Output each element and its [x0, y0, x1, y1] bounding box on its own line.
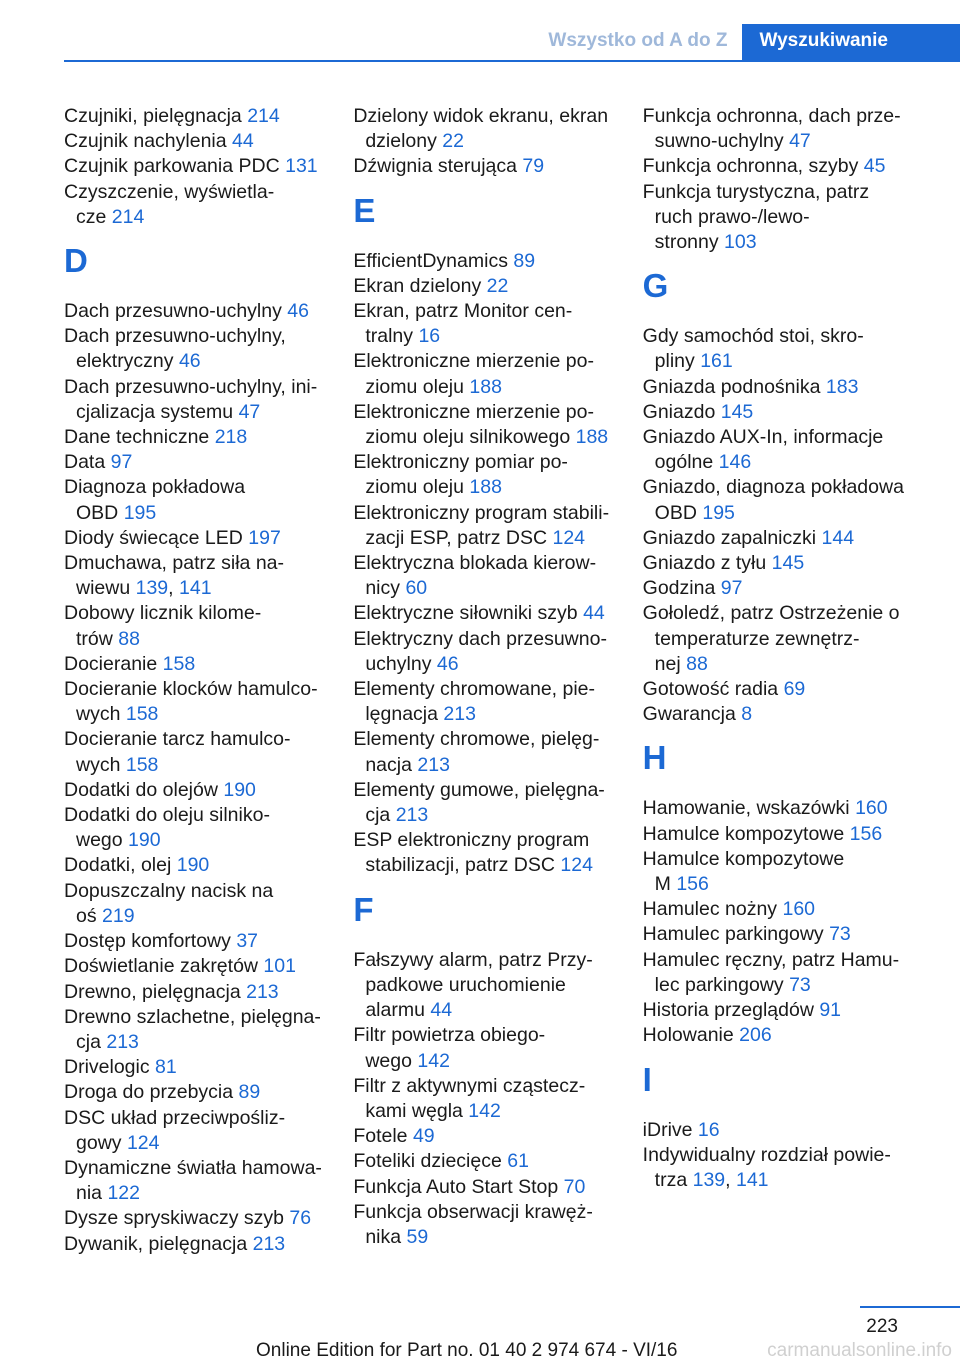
page-reference-link[interactable]: 60: [405, 577, 428, 600]
index-entry: [64, 1156, 353, 1206]
index-term: Funkcja Auto Start Stop: [353, 1175, 564, 1198]
page-separator: ,: [168, 577, 179, 600]
index-entry: [64, 324, 353, 374]
index-term: Czujnik nachylenia: [64, 130, 233, 153]
index-term: Fotele: [353, 1125, 413, 1148]
page-reference-link[interactable]: 197: [248, 526, 281, 549]
index-term: Elektroniczny program stabili‐ zacji ESP, patrz DSC: [353, 501, 610, 549]
index-term: EfficientDynamics: [353, 249, 514, 272]
index-entry: [64, 450, 353, 475]
page-reference-link[interactable]: 103: [724, 231, 757, 254]
page-reference-link[interactable]: 79: [522, 155, 545, 178]
index-entry: [643, 180, 932, 256]
page-reference-link[interactable]: 158: [125, 703, 159, 726]
edition-note: Online Edition for Part no. 01 40 2 974 674 - VI/16: [256, 1340, 678, 1361]
section-letter: D: [64, 242, 88, 280]
index-columns: [64, 104, 932, 1257]
index-term: Filtr powietrza obiego‐ wego: [353, 1024, 546, 1072]
section-letter: F: [353, 890, 374, 928]
page-reference-link[interactable]: 190: [128, 829, 161, 852]
index-entry: [64, 180, 353, 230]
index-term: Hamulec ręczny, patrz Hamu‐ lec parkingowy: [642, 948, 900, 996]
index-entry: [643, 922, 932, 947]
page-reference-link[interactable]: 88: [118, 627, 140, 650]
page-separator: ,: [725, 1168, 736, 1191]
index-entry: [643, 400, 932, 425]
index-column-2: [353, 104, 642, 1257]
index-entry: [64, 1005, 353, 1055]
index-entry: [353, 1124, 642, 1149]
index-entry: [643, 576, 932, 601]
index-entry: [643, 796, 932, 821]
page-reference-link[interactable]: 59: [406, 1225, 429, 1248]
index-term: Drewno, pielęgnacja: [64, 980, 247, 1003]
index-term: Dmuchawa, patrz siła na‐ wiewu: [64, 552, 285, 600]
page-reference-link[interactable]: 16: [697, 1118, 720, 1141]
index-column-3: [643, 104, 932, 1257]
section-letter: H: [642, 739, 667, 777]
page-reference-link[interactable]: 213: [106, 1030, 139, 1053]
page-reference-link[interactable]: 160: [782, 898, 816, 921]
index-entry: [353, 1175, 642, 1200]
index-term: Gołoledź, patrz Ostrzeżenie o temperaturze zewnętrz‐ nej: [642, 602, 900, 675]
index-term: Gotowość radia: [642, 678, 784, 701]
index-entry: [64, 425, 353, 450]
page-reference-link[interactable]: 144: [821, 526, 855, 549]
index-term: Elementy chromowane, pie‐ lęgnacja: [353, 678, 596, 726]
tab-section-a-z[interactable]: Wszystko od A do Z: [548, 30, 728, 51]
index-term: Dostęp komfortowy: [64, 930, 237, 953]
index-term: Elektroniczny pomiar po‐ ziomu oleju: [353, 451, 568, 499]
page-reference-link[interactable]: 158: [162, 652, 196, 675]
page-header: [64, 24, 960, 62]
page-reference-link[interactable]: 8: [741, 703, 753, 726]
footer-rule: [860, 1306, 960, 1308]
index-entry: [643, 897, 932, 922]
index-term: Dane techniczne: [64, 426, 215, 449]
page-reference-link[interactable]: 141: [179, 577, 212, 600]
index-term: Gdy samochód stoi, skro‐ pliny: [642, 325, 864, 373]
page-reference-link[interactable]: 44: [232, 130, 254, 153]
index-term: Diody świecące LED: [64, 526, 249, 549]
index-term: Czujniki, pielęgnacja: [64, 105, 248, 127]
index-entry: [643, 551, 932, 576]
index-entry: [353, 828, 642, 878]
index-term: Gniazdo, diagnoza pokładowa OBD: [642, 476, 904, 524]
index-term: Gniazdo: [642, 400, 721, 423]
index-term: Dźwignia sterująca: [353, 155, 523, 178]
page-reference-link[interactable]: 190: [223, 778, 256, 801]
page-reference-link[interactable]: 141: [735, 1168, 769, 1191]
index-term: Elementy gumowe, pielęgna‐ cja: [353, 778, 605, 827]
index-term: Godzina: [642, 577, 721, 600]
index-entry: [64, 1080, 353, 1105]
section-letter: G: [642, 267, 669, 305]
index-term: Gwarancja: [642, 703, 742, 726]
index-entry: [64, 803, 353, 853]
page-reference-link[interactable]: 37: [236, 930, 259, 953]
index-entry: [353, 601, 642, 626]
index-entry: [643, 601, 932, 677]
index-term: Dynamiczne światła hamowa‐ nia: [64, 1156, 322, 1205]
page-reference-link[interactable]: 195: [123, 501, 157, 524]
page-reference-link[interactable]: 81: [155, 1056, 177, 1079]
index-term: Elementy chromowe, pielęg‐ nacja: [353, 728, 600, 776]
header-tabs: [534, 24, 960, 60]
index-term: DSC układ przeciwpośliz‐ gowy: [64, 1106, 286, 1154]
page-reference-link[interactable]: 124: [552, 526, 586, 549]
page-reference-link[interactable]: 142: [417, 1049, 450, 1072]
index-entry: [64, 853, 353, 878]
index-entry: [64, 954, 353, 979]
index-entry: [643, 677, 932, 702]
page-reference-link[interactable]: 213: [417, 753, 450, 776]
index-term: Gniazdo AUX-In, informacje ogólne: [642, 426, 884, 474]
page-reference-link[interactable]: 213: [395, 804, 429, 827]
page-reference-link[interactable]: 213: [252, 1232, 286, 1255]
index-term: Diagnoza pokładowa OBD: [64, 476, 246, 524]
page-reference-link[interactable]: 89: [513, 249, 536, 272]
page-reference-link[interactable]: 22: [486, 274, 509, 297]
index-entry: [643, 1118, 932, 1143]
index-term: Droga do przebycia: [64, 1081, 239, 1104]
index-term: Funkcja ochronna, dach prze‐ suwno-uchylny: [642, 105, 901, 153]
tab-search[interactable]: Wyszukiwanie: [742, 24, 960, 60]
index-term: Dodatki do oleju silniko‐ wego: [64, 804, 270, 852]
index-entry: [64, 879, 353, 929]
index-term: ESP elektroniczny program stabilizacji, patrz DSC: [353, 829, 590, 877]
page-reference-link[interactable]: 88: [686, 652, 708, 675]
page-reference-link[interactable]: 156: [676, 873, 709, 896]
page-reference-link[interactable]: 73: [789, 973, 811, 996]
index-term: Docieranie klocków hamulco‐ wych: [64, 678, 318, 726]
page-reference-link[interactable]: 213: [246, 980, 279, 1003]
index-entry: [353, 501, 642, 551]
index-entry: [353, 349, 642, 399]
index-term: Docieranie: [64, 652, 163, 675]
page-reference-link[interactable]: 16: [418, 325, 441, 348]
index-entry: [643, 998, 932, 1023]
index-term: Drivelogic: [64, 1056, 156, 1079]
index-term: Historia przeglądów: [642, 999, 820, 1022]
index-entry: [643, 948, 932, 998]
page-reference-link[interactable]: 161: [700, 350, 733, 373]
index-entry: [64, 677, 353, 727]
index-entry: [64, 929, 353, 954]
index-entry: [643, 154, 932, 179]
index-entry: [353, 627, 642, 677]
index-entry: [643, 822, 932, 847]
page-reference-link[interactable]: 188: [575, 426, 609, 449]
index-term: Gniazdo z tyłu: [642, 552, 772, 575]
index-entry: [643, 847, 932, 897]
index-entry: [353, 249, 642, 274]
index-entry: [64, 727, 353, 777]
watermark: carmanualsonline.info: [767, 1340, 952, 1361]
index-term: Drewno szlachetne, pielęgna‐ cja: [64, 1005, 321, 1053]
page-reference-link[interactable]: 46: [287, 300, 309, 323]
index-entry: [64, 652, 353, 677]
index-term: Dzielony widok ekranu, ekran dzielony: [353, 105, 609, 153]
index-entry: [643, 425, 932, 475]
index-term: iDrive: [642, 1118, 698, 1141]
index-entry: [64, 1055, 353, 1080]
page-reference-link[interactable]: 124: [560, 854, 593, 877]
index-term: Data: [64, 451, 111, 474]
section-letter: I: [642, 1060, 652, 1098]
index-entry: [64, 526, 353, 551]
index-term: Ekran dzielony: [353, 274, 487, 297]
index-term: Hamulec parkingowy: [642, 923, 830, 946]
page-reference-link[interactable]: 122: [107, 1182, 140, 1205]
index-term: Czyszczenie, wyświetla‐ cze: [64, 180, 275, 228]
page-reference-link[interactable]: 214: [111, 205, 145, 228]
index-term: Doświetlanie zakrętów: [64, 955, 264, 978]
page-reference-link[interactable]: 73: [829, 923, 851, 946]
page-reference-link[interactable]: 188: [469, 476, 502, 499]
page-reference-link[interactable]: 213: [443, 703, 476, 726]
index-term: Elektryczny dach przesuwno- uchylny: [353, 627, 607, 675]
index-term: Gniazdo zapalniczki: [642, 526, 822, 549]
index-term: Hamulec nożny: [642, 898, 783, 921]
index-entry: [353, 104, 642, 154]
index-entry: [353, 727, 642, 777]
page-reference-link[interactable]: 76: [289, 1207, 312, 1230]
index-entry: [64, 375, 353, 425]
index-entry: [353, 778, 642, 828]
page-reference-link[interactable]: 146: [718, 451, 752, 474]
index-entry: [353, 450, 642, 500]
index-entry: [643, 1023, 932, 1048]
index-term: Elektryczne siłowniki szyb: [353, 602, 584, 625]
page-reference-link[interactable]: 206: [739, 1024, 772, 1047]
index-term: Gniazda podnośnika: [642, 375, 826, 398]
index-entry: [64, 980, 353, 1005]
index-term: Dodatki, olej: [64, 854, 177, 877]
index-entry: [64, 1206, 353, 1231]
index-term: Funkcja obserwacji krawęż‐ nika: [353, 1200, 593, 1248]
page-reference-link[interactable]: 190: [176, 854, 210, 877]
index-entry: [353, 274, 642, 299]
index-entry: [353, 299, 642, 349]
index-term: Funkcja ochronna, szyby: [642, 155, 864, 178]
index-term: Dach przesuwno-uchylny: [64, 300, 288, 323]
index-entry: [353, 948, 642, 1024]
page-reference-link[interactable]: 47: [238, 400, 261, 423]
page-reference-link[interactable]: 47: [789, 130, 811, 153]
index-entry: [353, 677, 642, 727]
index-term: Funkcja turystyczna, patrz ruch prawo-/lewo‐ stronny: [642, 180, 870, 254]
index-term: Dach przesuwno-uchylny, ini‐ cjalizacja systemu: [64, 375, 318, 423]
page-reference-link[interactable]: 142: [468, 1099, 501, 1122]
index-entry: [353, 400, 642, 450]
header-rule: [64, 60, 960, 62]
page-reference-link[interactable]: 97: [720, 577, 743, 600]
index-entry: [64, 129, 353, 154]
index-term: Elektroniczne mierzenie po‐ ziomu oleju: [353, 350, 594, 398]
index-term: Foteliki dziecięce: [353, 1150, 508, 1173]
page-reference-link[interactable]: 44: [583, 602, 605, 625]
index-term: Hamulce kompozytowe: [642, 822, 850, 845]
index-term: Dysze spryskiwaczy szyb: [64, 1207, 290, 1230]
index-entry: [643, 702, 932, 727]
index-term: Ekran, patrz Monitor cen‐ tralny: [353, 300, 573, 348]
page-reference-link[interactable]: 46: [436, 652, 459, 675]
page-reference-link[interactable]: 124: [126, 1131, 160, 1154]
index-term: Czujnik parkowania PDC: [64, 155, 286, 178]
page-reference-link[interactable]: 69: [783, 678, 806, 701]
page-reference-link[interactable]: 44: [430, 999, 453, 1022]
page-reference-link[interactable]: 219: [102, 904, 135, 927]
index-entry: [64, 104, 353, 129]
page-reference-link[interactable]: 145: [720, 400, 754, 423]
index-term: Hamowanie, wskazówki: [642, 797, 856, 820]
page-reference-link[interactable]: 49: [412, 1125, 435, 1148]
index-entry: [64, 299, 353, 324]
page-reference-link[interactable]: 131: [285, 155, 318, 178]
index-entry: [643, 526, 932, 551]
index-entry: [353, 551, 642, 601]
page-reference-link[interactable]: 218: [214, 426, 248, 449]
index-entry: [643, 104, 932, 154]
page-reference-link[interactable]: 160: [855, 797, 888, 820]
index-term: Dodatki do olejów: [64, 778, 224, 801]
index-term: Docieranie tarcz hamulco‐ wych: [64, 728, 291, 776]
index-term: Dywanik, pielęgnacja: [64, 1232, 253, 1255]
index-entry: [64, 601, 353, 651]
page-reference-link[interactable]: 156: [849, 822, 883, 845]
page-reference-link[interactable]: 91: [819, 999, 842, 1022]
index-entry: [643, 1143, 932, 1193]
index-term: Filtr z aktywnymi cząstecz‐ kami węgla: [353, 1074, 586, 1122]
page-reference-link[interactable]: 195: [702, 501, 735, 524]
index-entry: [643, 475, 932, 525]
index-entry: [64, 1232, 353, 1257]
index-entry: [353, 1200, 642, 1250]
page-reference-link[interactable]: 89: [238, 1081, 261, 1104]
index-term: Dobowy licznik kilome‐ trów: [64, 602, 262, 650]
index-term: Elektroniczne mierzenie po‐ ziomu oleju silnikowego: [353, 400, 594, 449]
page-reference-link[interactable]: 101: [263, 955, 296, 978]
page-reference-link[interactable]: 97: [110, 451, 133, 474]
index-term: Holowanie: [642, 1024, 740, 1047]
index-entry: [64, 154, 353, 179]
index-entry: [353, 1074, 642, 1124]
index-entry: [643, 375, 932, 400]
page-reference-link[interactable]: 139: [692, 1168, 726, 1191]
page-reference-link[interactable]: 139: [135, 577, 169, 600]
index-entry: [64, 778, 353, 803]
page-reference-link[interactable]: 145: [771, 552, 805, 575]
page-reference-link[interactable]: 46: [178, 350, 201, 373]
index-column-1: [64, 104, 353, 1257]
page-number: 223: [866, 1316, 898, 1337]
index-entry: [353, 1149, 642, 1174]
page-reference-link[interactable]: 158: [125, 753, 159, 776]
index-term: Dopuszczalny nacisk na oś: [64, 879, 274, 927]
index-entry: [643, 324, 932, 374]
index-entry: [353, 1023, 642, 1073]
section-letter: E: [353, 191, 376, 229]
page-reference-link[interactable]: 188: [469, 375, 502, 398]
index-term: Elektryczna blokada kierow‐ nicy: [353, 552, 597, 600]
index-term: Dach przesuwno-uchylny, elektryczny: [64, 325, 286, 373]
page-reference-link[interactable]: 70: [563, 1175, 586, 1198]
page-reference-link[interactable]: 183: [825, 375, 859, 398]
index-entry: [64, 475, 353, 525]
page-reference-link[interactable]: 45: [863, 155, 886, 178]
page-reference-link[interactable]: 22: [442, 130, 464, 153]
page-reference-link[interactable]: 61: [507, 1150, 529, 1173]
page-reference-link[interactable]: 214: [247, 105, 280, 127]
index-term: Fałszywy alarm, patrz Przy‐ padkowe uruchomienie alarmu: [353, 948, 593, 1022]
index-entry: [353, 154, 642, 179]
index-term: Indywidualny rozdział powie‐ trza: [642, 1143, 891, 1191]
index-term: Hamulce kompozytowe M: [642, 847, 845, 896]
index-entry: [64, 1106, 353, 1156]
index-entry: [64, 551, 353, 601]
